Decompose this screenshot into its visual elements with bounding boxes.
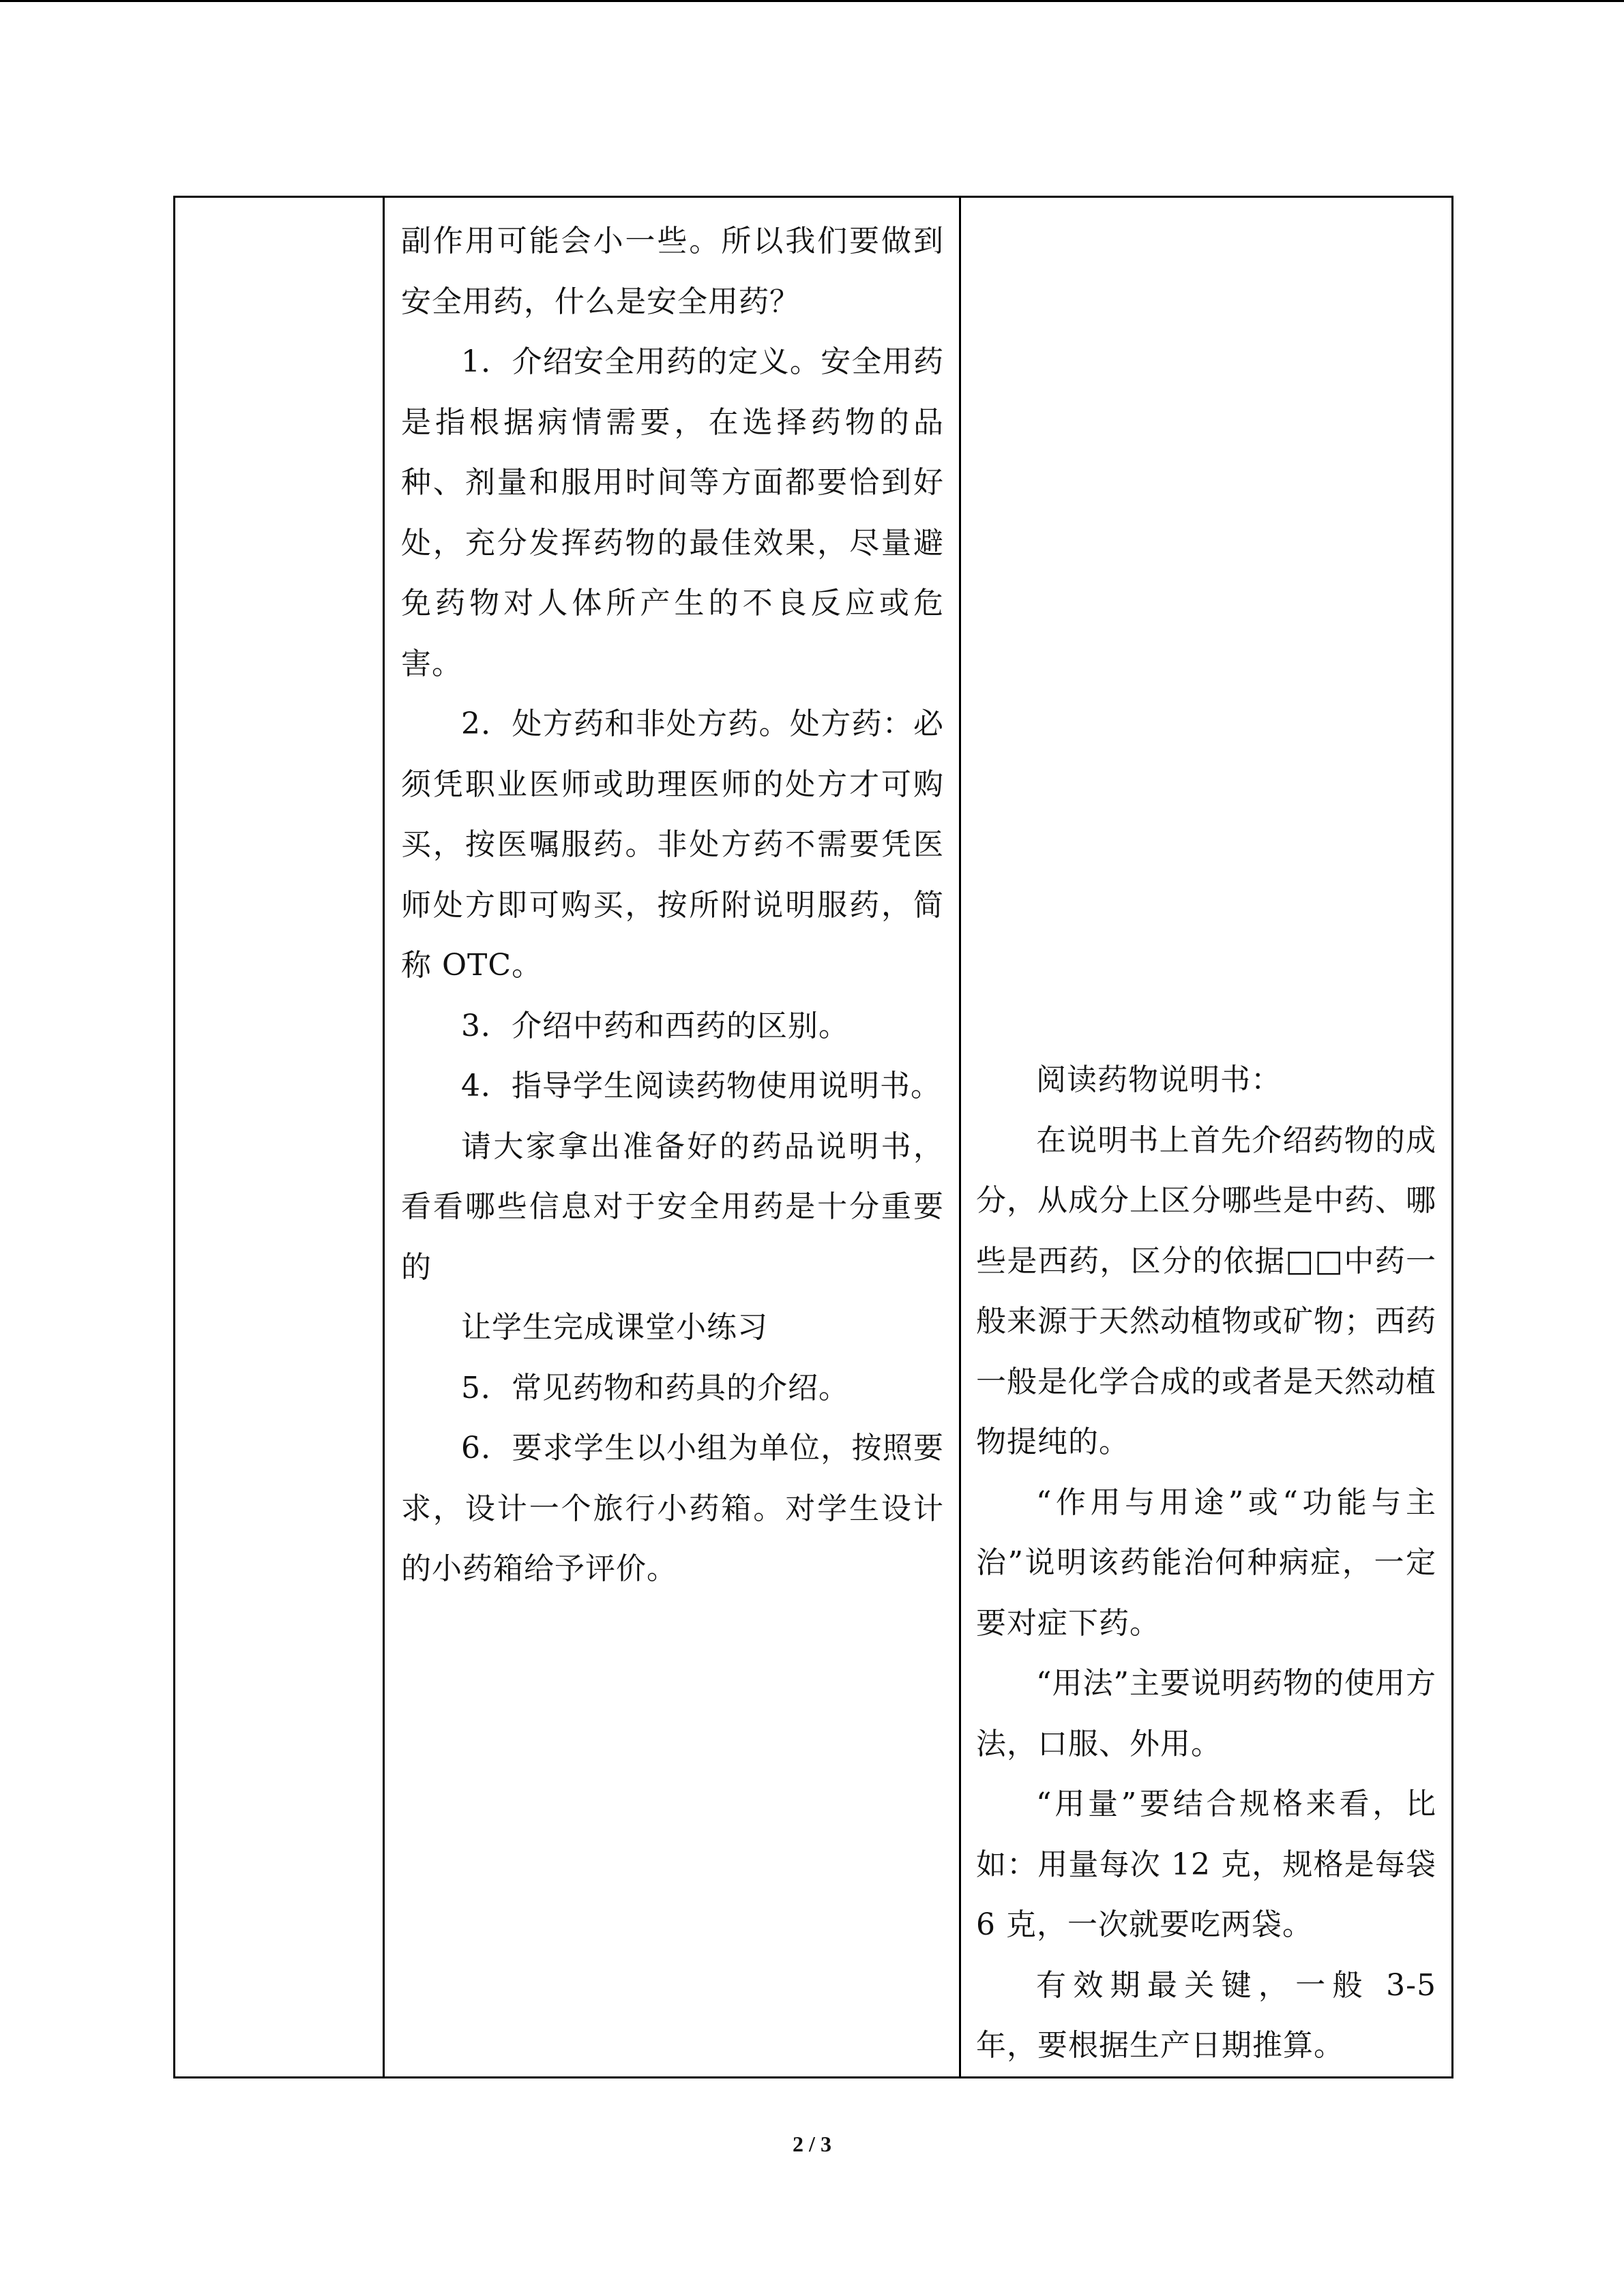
- paragraph: “用量”要结合规格来看，比如：用量每次 12 克，规格是每袋 6 克，一次就要吃两袋。: [976, 1787, 1436, 1942]
- table-row: [175, 197, 1453, 2078]
- top-border-line: [0, 0, 1624, 2]
- paragraph: 阅读药物说明书：: [1036, 1062, 1282, 1097]
- student-activity-cell: [960, 197, 1453, 2078]
- paragraph: 6．要求学生以小组为单位，按照要求，设计一个旅行小药箱。对学生设计的小药箱给予评价。: [401, 1431, 944, 1586]
- paragraph: 4．指导学生阅读药物使用说明书。: [461, 1069, 941, 1103]
- paragraph: “作用与用途”或“功能与主治”说明该药能治何种病症，一定要对症下药。: [976, 1485, 1436, 1641]
- lesson-plan-table: [173, 196, 1453, 2078]
- paragraph: 1．介绍安全用药的定义。安全用药是指根据病情需要，在选择药物的品种、剂量和服用时间等方面都要恰到好处，充分发挥药物的最佳效果，尽量避免药物对人体所产生的不良反应或危害。: [401, 344, 944, 681]
- teacher-activity-cell: [384, 197, 960, 2078]
- paragraph: 在说明书上首先介绍药物的成分，从成分上区分哪些是中药、哪些是西药，区分的依据□□中药一般来源于天然动植物或矿物；西药一般是化学合成的或者是天然动植物提纯的。: [976, 1122, 1436, 1459]
- paragraph: 2．处方药和非处方药。处方药：必须凭职业医师或助理医师的处方才可购买，按医嘱服药。非处方药不需要凭医师处方即可购买，按所附说明服药，简称 OTC。: [401, 706, 944, 983]
- page-number: 2 / 3: [793, 2132, 831, 2156]
- paragraph: 5．常见药物和药具的介绍。: [461, 1370, 849, 1405]
- paragraph: 请大家拿出准备好的药品说明书，看看哪些信息对于安全用药是十分重要的: [401, 1129, 944, 1285]
- left-column-cell: [175, 197, 384, 2078]
- paragraph: 副作用可能会小一些。所以我们要做到安全用药，什么是安全用药？: [401, 224, 944, 319]
- paragraph: 有效期最关键，一般 3-5 年，要根据生产日期推算。: [976, 1967, 1436, 2063]
- paragraph: 让学生完成课堂小练习: [461, 1310, 768, 1345]
- paragraph: 3．介绍中药和西药的区别。: [461, 1008, 849, 1043]
- paragraph: “用法”主要说明药物的使用方法，口服、外用。: [976, 1666, 1436, 1761]
